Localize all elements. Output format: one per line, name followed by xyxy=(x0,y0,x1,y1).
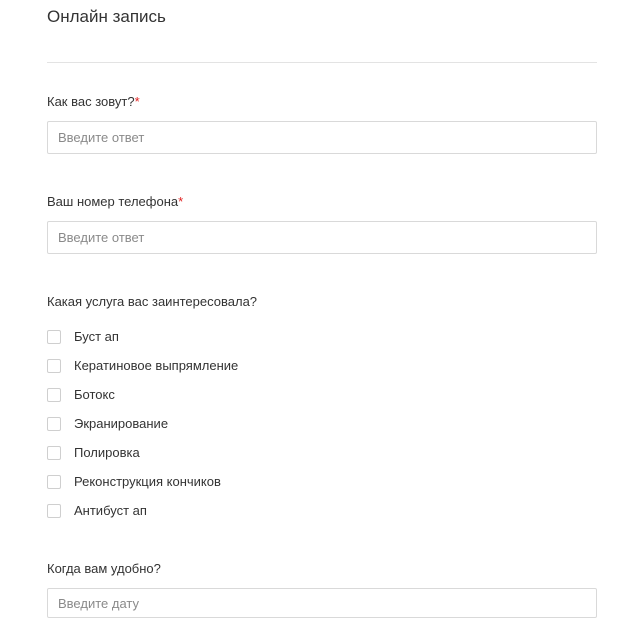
form-title: Онлайн запись xyxy=(47,7,166,26)
name-required-mark: * xyxy=(134,94,140,109)
checkbox[interactable] xyxy=(47,446,61,460)
service-option-antiboost-up[interactable] xyxy=(47,496,238,525)
date-input[interactable] xyxy=(47,588,597,618)
checkbox[interactable] xyxy=(47,330,61,344)
name-label-text: Как вас зовут? xyxy=(47,94,135,109)
name-input[interactable] xyxy=(47,121,597,154)
phone-required-mark: * xyxy=(178,194,184,209)
service-option-keratin[interactable] xyxy=(47,351,238,380)
option-label: Экранирование xyxy=(74,416,169,431)
option-label: Ботокс xyxy=(74,387,115,402)
service-option-boost-up[interactable] xyxy=(47,322,238,351)
service-option-botox[interactable] xyxy=(47,380,238,409)
service-options xyxy=(47,322,238,525)
checkbox[interactable] xyxy=(47,475,61,489)
service-option-polishing[interactable] xyxy=(47,438,238,467)
phone-input[interactable] xyxy=(47,221,597,254)
option-label: Антибуст ап xyxy=(74,503,147,518)
service-label: Какая услуга вас заинтересовала? xyxy=(47,294,258,309)
option-label: Кератиновое выпрямление xyxy=(74,358,239,373)
date-label: Когда вам удобно? xyxy=(47,561,161,576)
option-label: Реконструкция кончиков xyxy=(74,474,221,489)
checkbox[interactable] xyxy=(47,417,61,431)
checkbox[interactable] xyxy=(47,388,61,402)
option-label: Полировка xyxy=(74,445,140,460)
checkbox[interactable] xyxy=(47,504,61,518)
checkbox[interactable] xyxy=(47,359,61,373)
service-option-shielding[interactable] xyxy=(47,409,238,438)
phone-label-text: Ваш номер телефона xyxy=(47,194,179,209)
service-option-tips-reconstruction[interactable] xyxy=(47,467,238,496)
phone-label xyxy=(47,194,183,209)
option-label: Буст ап xyxy=(74,329,119,344)
title-divider xyxy=(47,62,597,63)
name-label xyxy=(47,94,140,109)
